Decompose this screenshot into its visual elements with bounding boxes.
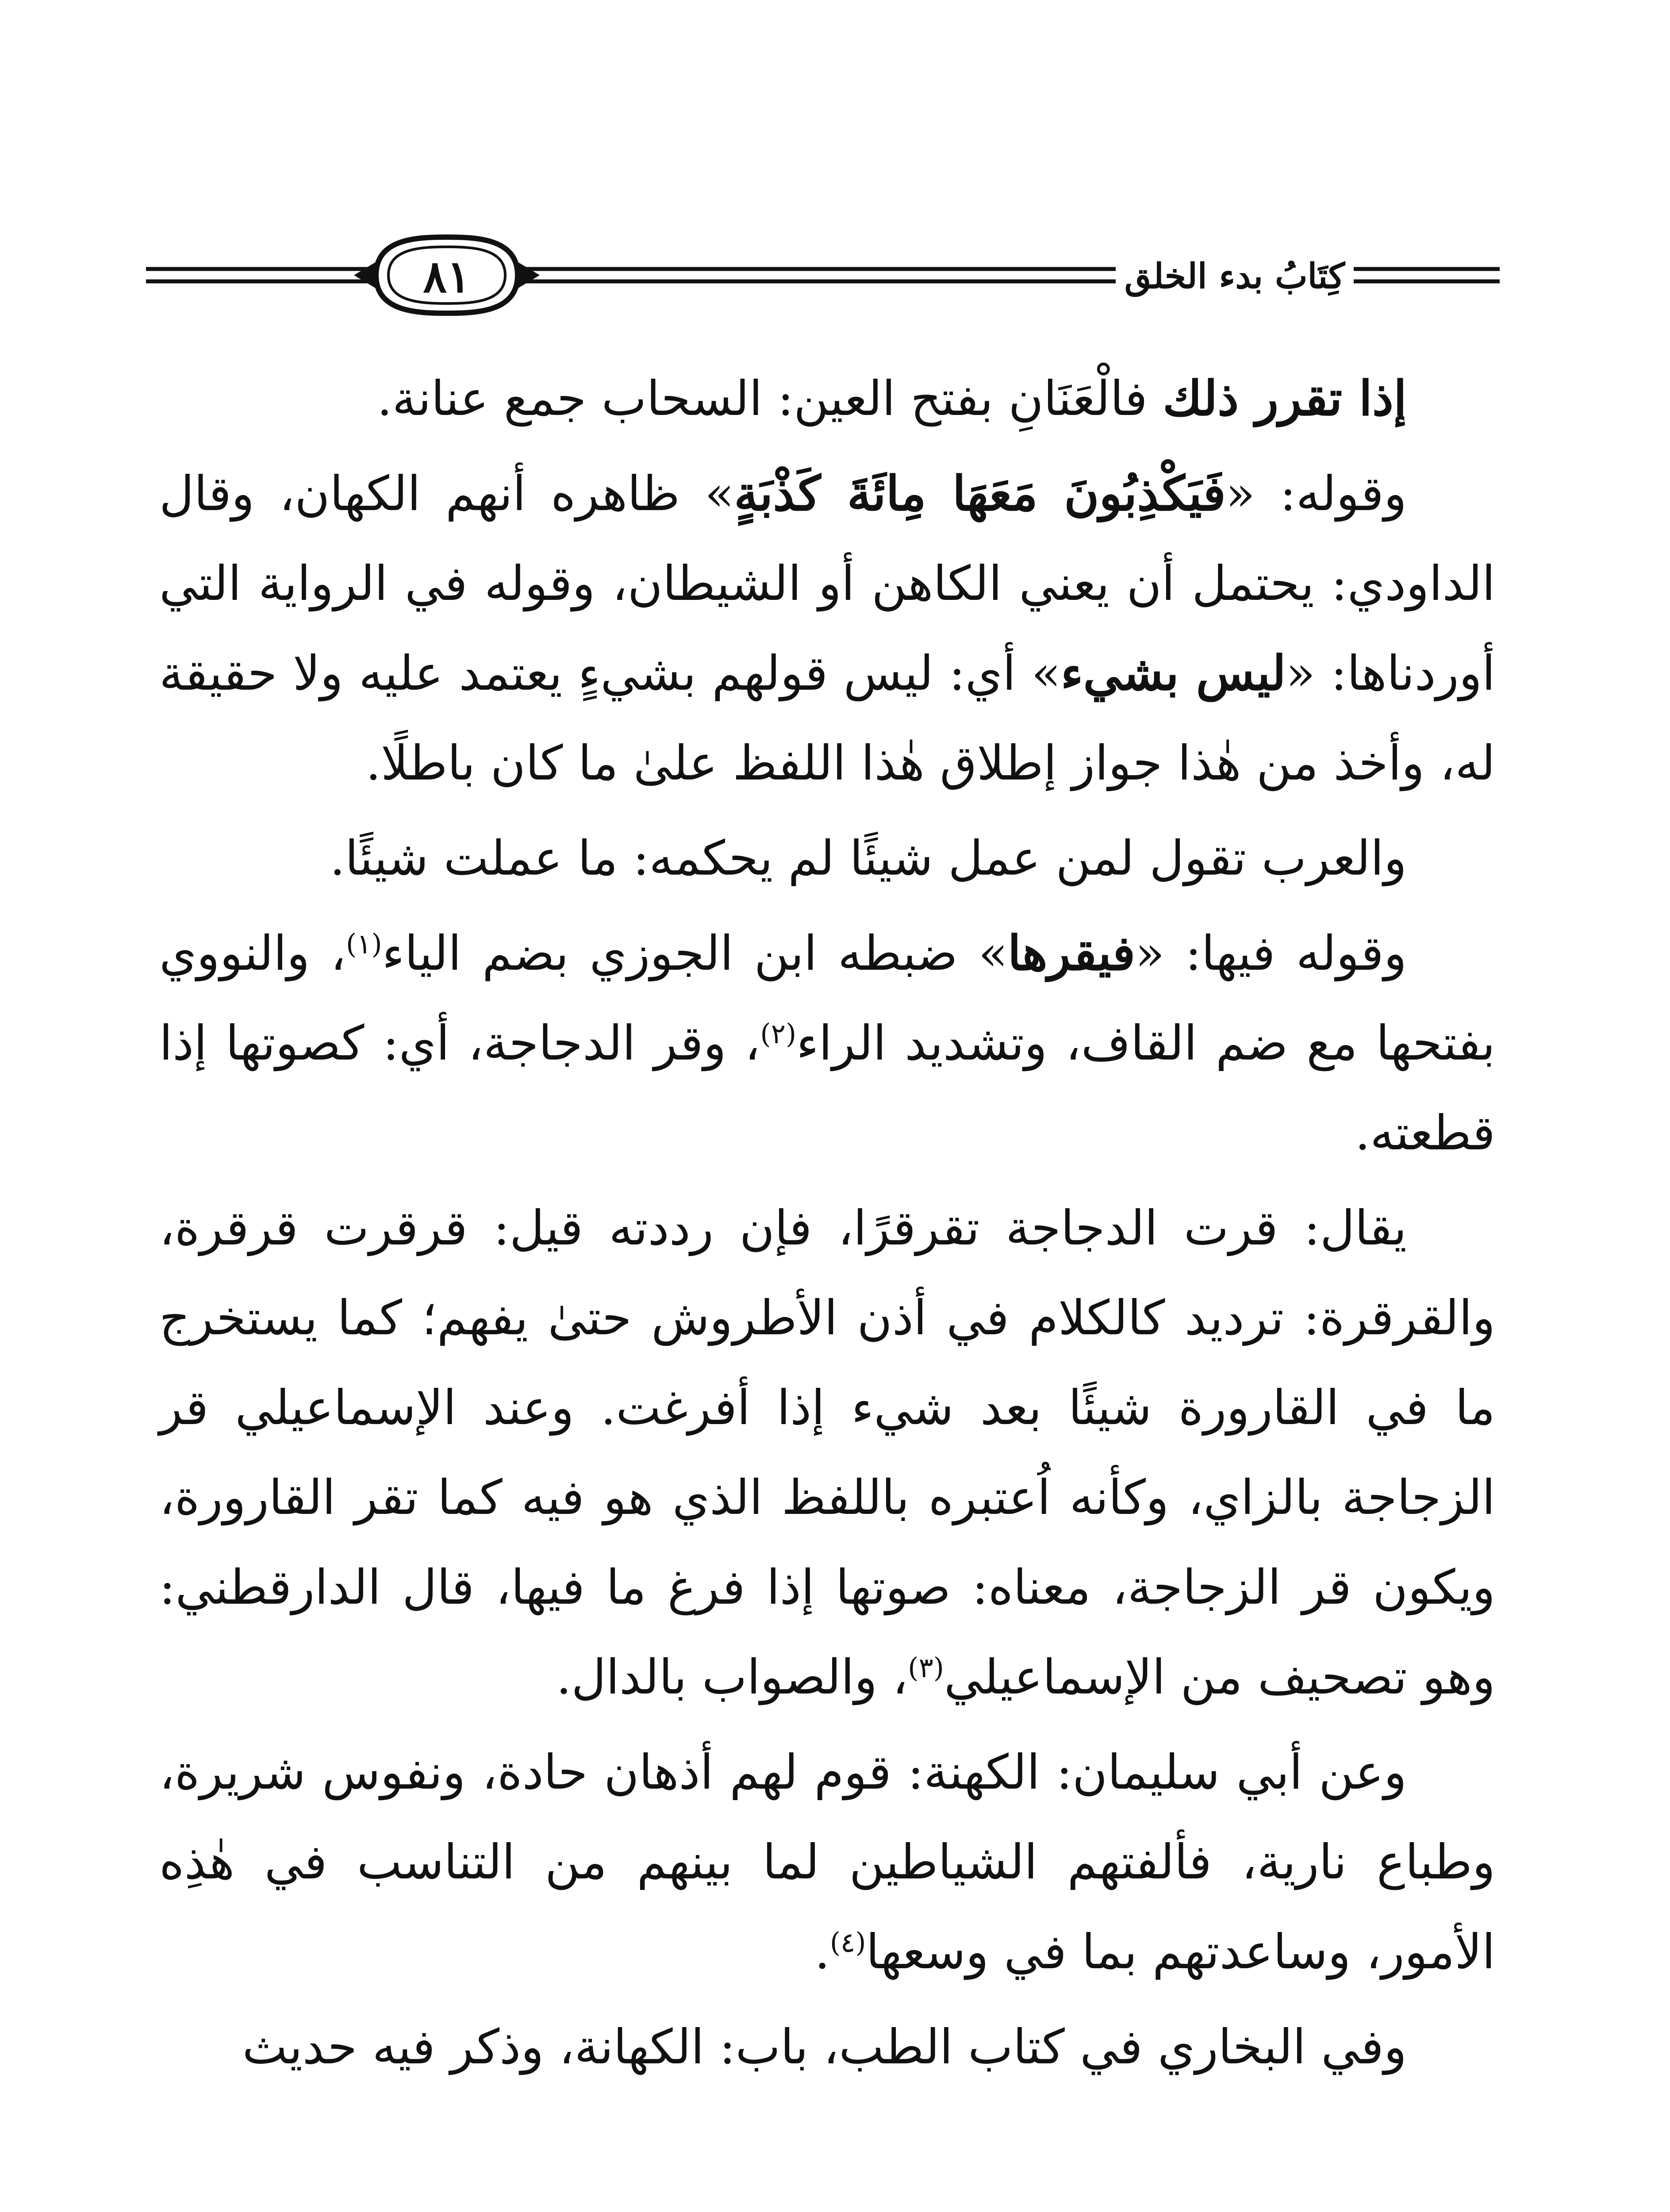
bold-phrase: إذا تقرر ذلك: [1163, 371, 1407, 426]
text-run: وقوله: «: [1225, 466, 1407, 522]
text-run: وفي البخاري في كتاب الطب، باب: الكهانة، وذكر فيه حديث: [242, 2020, 1407, 2075]
text-run: يقال: قرت الدجاجة تقرقرًا، فإن رددته قيل: قرقرت قرقرة، والقرقرة: ترديد كالكلام في أذن الأطروش حتىٰ يفهم؛ كما يستخرج ما في القارورة شيئًا بعد شيء إذا أفرغت. وعند الإسماعيلي قر الزجاجة بالزاي، وكأنه اُعتبره باللفظ الذي هو فيه كما تقر القارورة، ويكون قر الزجاجة، معناه: صوتها إذا فرغ ما فيها، قال الدارقطني: وهو تصحيف من الإسماعيلي: [159, 1201, 1495, 1705]
text-run: فالْعَنَانِ بفتح العين: السحاب جمع عنانة.: [377, 371, 1163, 426]
paragraph: [159, 1183, 1495, 1722]
bold-phrase: فيقرها: [1007, 926, 1136, 981]
main-text: [159, 354, 1495, 2097]
text-run: ، والنووي بفتحها مع ضم القاف، وتشديد الراء: [159, 926, 1496, 1071]
page-number: ٨١: [423, 250, 471, 303]
paragraph: [159, 2002, 1495, 2092]
footnote-ref: (١): [346, 928, 382, 960]
text-run: ، والصواب بالدال.: [556, 1650, 908, 1705]
page-header: [146, 234, 1500, 319]
paragraph: [159, 354, 1495, 444]
paragraph: [159, 449, 1495, 808]
text-run: وعن أبي سليمان: الكهنة: قوم لهم أذهان حادة، ونفوس شريرة، وطباع نارية، فألفتهم الشياطين لما بينهم من التناسب في هٰذِه الأمور، وساعدتهم بما في وسعها: [159, 1745, 1495, 1980]
text-run: وقوله فيها: «: [1135, 926, 1407, 981]
paragraph: [159, 814, 1495, 903]
text-run: والعرب تقول لمن عمل شيئًا لم يحكمه: ما عملت شيئًا.: [330, 831, 1407, 886]
text-run: ، وقر الدجاجة، أي: كصوتها إذا قطعته.: [159, 1016, 1495, 1161]
text-run: .: [814, 1924, 830, 1980]
footnote-ref: (٤): [829, 1926, 866, 1959]
paragraph: [159, 909, 1495, 1178]
text-run: » ضبطه ابن الجوزي بضم الياء: [382, 926, 1008, 981]
bold-phrase: فَيَكْذِبُونَ مَعَهَا مِائَةَ كَذْبَةٍ: [734, 466, 1226, 522]
running-title: كِتَابُ بدء الخلق: [1116, 239, 1354, 314]
paragraph: [159, 1728, 1495, 1997]
bold-phrase: ليس بشيء: [1060, 645, 1286, 701]
footnote-ref: (٣): [908, 1651, 944, 1684]
text-run: » أي: ليس قولهم بشيءٍ يعتمد عليه ولا حقيقة له، وأخذ من هٰذا جواز إطلاق هٰذا اللفظ علىٰ ما كان باطلًا.: [159, 646, 1495, 791]
footnote-ref: (٢): [760, 1018, 797, 1050]
text-run: » ظاهره أنهم الكهان، وقال الداودي: يحتمل أن يعني الكاهن أو الشيطان، وقوله في الرواية التي أوردناها: «: [159, 466, 1495, 701]
